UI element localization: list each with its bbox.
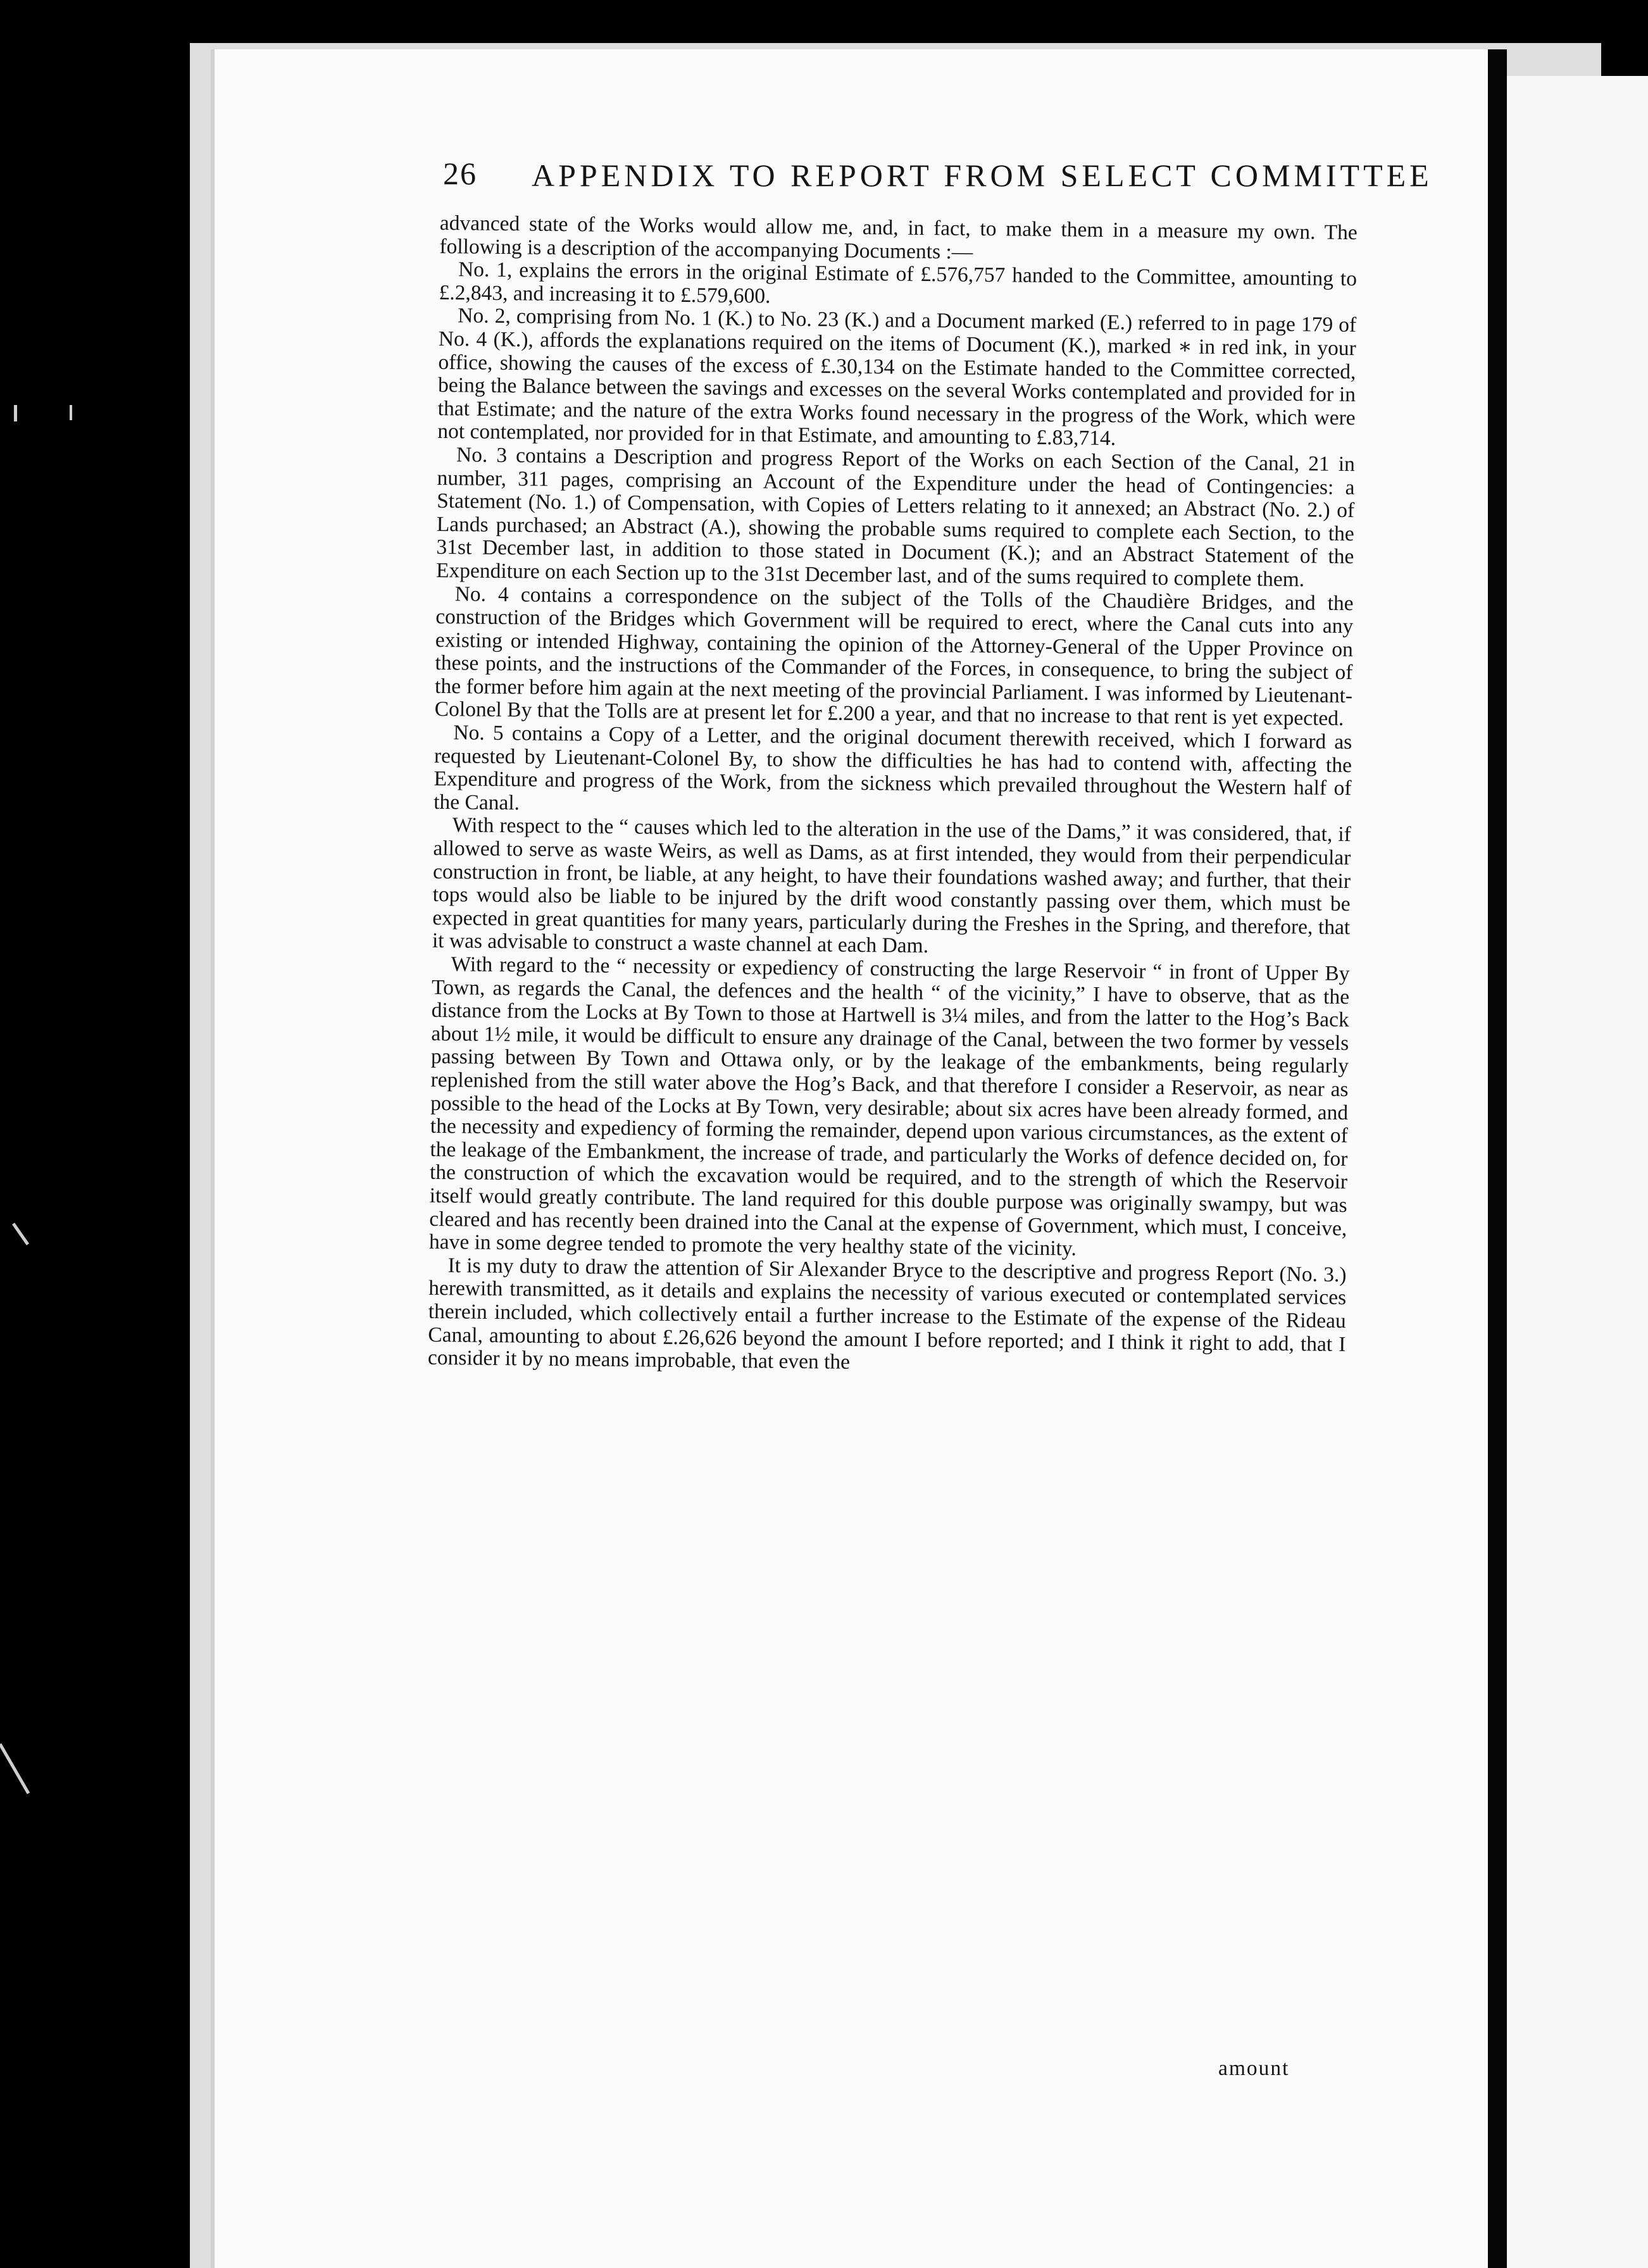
paragraph: With regard to the “ necessity or expediency of constructing the large Reservoir “ in front of Upper By Town, as regards the Canal, the defences and the health “ of the vicinity,” I have to observe, that as the distance from the Locks at By Town to those at Hartwell is 3¼ miles, and from the latter to the Hog’s Back about 1½ mile, it would be difficult to ensure any drainage of the Canal, between the two former by vessels passing between By Town and Ottawa only, or by the leakage of the embankments, being regularly replenished from the still water above the Hog’s Back, and that therefore I consider a Reservoir, as near as possible to the head of the Locks at By Town, very desirable; about six acres have been already formed, and the necessity and expediency of forming the remainder, depend upon various circumstances, as the extent of the leakage of the Embankment, the increase of trade, and particularly the Works of defence decided on, for the construction of which the excavation would be required, and to the strength of which the Reservoir itself would greatly contribute. The land required for this double purpose was originally swampy, but was cleared and has recently been drained into the Canal at the expense of Government, which must, I conceive, have in some degree tended to promote the very healthy state of the vicinity.	[428, 952, 1350, 1261]
paragraph: advanced state of the Works would allow me, and, in fact, to make them in a measure my own. The following is a description of the accompanying Documents :—	[439, 211, 1358, 264]
catchword: amount	[1218, 2057, 1290, 2080]
running-head-title: APPENDIX TO REPORT FROM SELECT COMMITTEE	[532, 158, 1433, 193]
scan-artifact	[70, 405, 72, 420]
paragraph: With respect to the “ causes which led to the alteration in the use of the Dams,” it was considered, that, if allowed to serve as waste Weirs, as well as Dams, as at first intended, they would from their perpendicular construction in front, be liable, at any height, to have their foundations washed away; and further, that their tops would also be liable to be injured by the drift wood constantly passing over them, which must be expected in great quantities for many years, particularly during the Freshes in the Spring, and therefore, that it was advisable to construct a waste channel at each Dam.	[432, 813, 1351, 958]
facing-page-edge	[1507, 76, 1648, 2268]
body-text	[428, 212, 1358, 1380]
paragraph: It is my duty to draw the attention of Sir Alexander Bryce to the descriptive and progress Report (No. 3.) herewith transmitted, as it details and explains the necessity of various executed or contemplated services therein included, which collectively entail a further increase to the Estimate of the expense of the Rideau Canal, amounting to about £.26,626 beyond the amount I before reported; and I think it right to add, that I consider it by no means improbable, that even the	[427, 1253, 1347, 1374]
page-number: 26	[443, 156, 477, 191]
paragraph: No. 5 contains a Copy of a Letter, and the original document therewith received, which I forward as requested by Lieutenant-Colonel By, to show the difficulties he has had to contend with, affecting the Expenditure and progress of the Work, from the sickness which prevailed throughout the Western half of the Canal.	[434, 721, 1352, 815]
paragraph: No. 1, explains the errors in the original Estimate of £.576,757 handed to the Committee, amounting to £.2,843, and increasing it to £.579,600.	[439, 258, 1358, 308]
paragraph: No. 4 contains a correspondence on the subject of the Tolls of the Chaudière Bridges, and the construction of the Bridges which Government will be required to erect, where the Canal cuts into any existing or intended Highway, containing the opinion of the Attorney-General of the Upper Province on these points, and the instructions of the Commander of the Forces, in consequence, to bring the subject of the former before him again at the next meeting of the provincial Parliament. I was informed by Lieutenant-Colonel By that the Tolls are at present let for £.200 a year, and that no increase to that rent is yet expected.	[434, 582, 1354, 731]
page-gutter	[1488, 49, 1507, 2268]
paragraph: No. 2, comprising from No. 1 (K.) to No. 23 (K.) and a Document marked (E.) referred to in page 179 of No. 4 (K.), affords the explanations required on the items of Document (K.), marked ∗ in red ink, in your office, showing the causes of the excess of £.30,134 on the Estimate handed to the Committee corrected, being the Balance between the savings and excesses on the several Works contemplated and provided for in that Estimate; and the nature of the extra Works found necessary in the progress of the Work, which were not contemplated, nor provided for in that Estimate, and amounting to £.83,714.	[437, 304, 1357, 451]
scan-artifact	[14, 405, 17, 421]
paragraph: No. 3 contains a Description and progress Report of the Works on each Section of the Canal, 21 in number, 311 pages, comprising an Account of the Expenditure under the head of Contingencies: a Statement (No. 1.) of Compensation, with Copies of Letters relating to it annexed; an Abstract (No. 2.) of Lands purchased; an Abstract (A.), showing the probable sums required to complete each Section, to the 31st December last, in addition to those stated in Document (K.); and an Abstract Statement of the Expenditure on each Section up to the 31st December last, and of the sums required to complete them.	[435, 443, 1356, 592]
